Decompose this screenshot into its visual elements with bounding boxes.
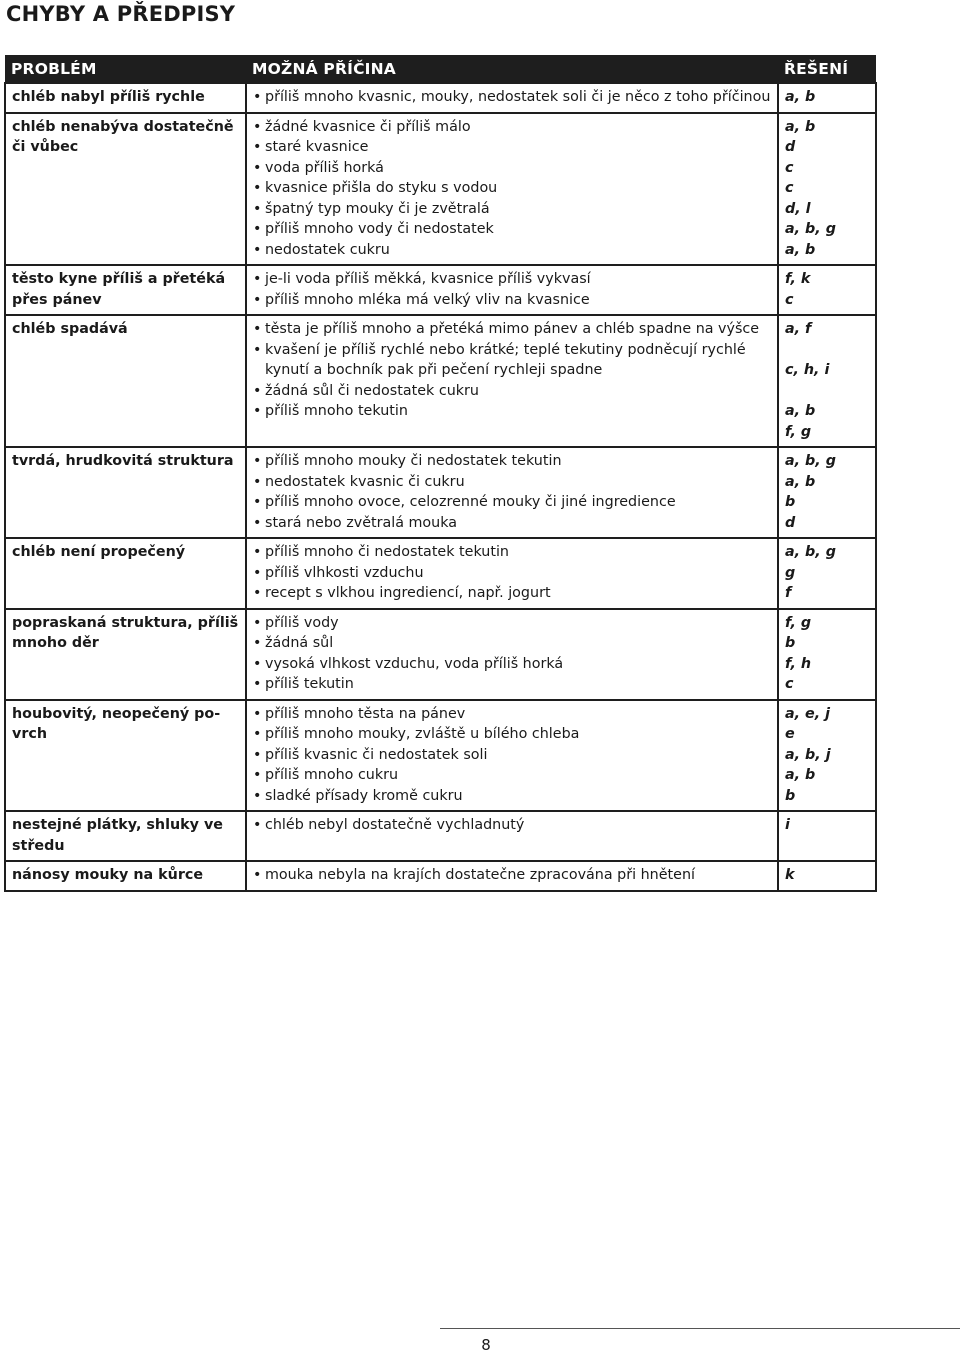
table-row	[5, 447, 876, 538]
solution-code: b	[785, 494, 796, 510]
solution-code: f, k	[785, 271, 811, 287]
cause-item: • nedostatek cukru	[253, 240, 771, 261]
solution-cell	[778, 113, 876, 266]
cause-list	[253, 613, 771, 695]
solution-code: a, b, j	[785, 746, 831, 763]
header-problem: PROBLÉM	[5, 55, 246, 83]
problem-cell: houbovitý, neopečený po-vrch	[5, 700, 246, 812]
page-title: CHYBY A PŘEDPISY	[6, 2, 236, 26]
solution-code: a, f	[785, 321, 812, 337]
cause-item: • voda příliš horká	[253, 158, 771, 179]
table-row	[5, 265, 876, 315]
solution-code: a, b	[785, 118, 816, 135]
cause-cell	[246, 811, 778, 861]
troubleshooting-table	[4, 55, 877, 892]
solution-code: a, b	[785, 89, 816, 105]
cause-list	[253, 87, 771, 108]
problem-cell: chléb není propečený	[5, 538, 246, 609]
solution-code: a, b, g	[785, 221, 836, 237]
solution-code: a, e, j	[785, 705, 831, 722]
solution-code: i	[785, 817, 790, 833]
solution-code: d	[785, 139, 796, 155]
solution-code: d, l	[785, 200, 811, 217]
cause-cell	[246, 447, 778, 538]
problem-cell: tvrdá, hrudkovitá struktura	[5, 447, 246, 538]
cause-item: • příliš mnoho mléka má velký vliv na kvasnice	[253, 290, 771, 311]
solution-code: a, b, g	[785, 544, 836, 560]
page-number: 8	[481, 1336, 491, 1354]
header-cause: MOŽNÁ PŘÍČINA	[246, 55, 778, 83]
cause-cell	[246, 538, 778, 609]
cause-cell	[246, 113, 778, 266]
solution-code: f, h	[785, 655, 812, 672]
cause-item: • příliš mnoho kvasnic, mouky, nedostatek soli či je něco z toho příčinou	[253, 87, 771, 108]
cause-list	[253, 704, 771, 807]
cause-list	[253, 319, 771, 422]
cause-item: • příliš mnoho či nedostatek tekutin	[253, 542, 771, 563]
table-row	[5, 315, 876, 447]
cause-item: • příliš mnoho vody či nedostatek	[253, 219, 771, 240]
cause-item: • staré kvasnice	[253, 137, 771, 158]
problem-cell: chléb nenabýva dostatečně či vůbec	[5, 113, 246, 266]
cause-cell	[246, 700, 778, 812]
cause-list	[253, 542, 771, 604]
cause-list	[253, 451, 771, 533]
solution-code: a, b	[785, 767, 816, 783]
cause-cell	[246, 861, 778, 891]
solution-code: k	[785, 867, 795, 883]
solution-code: a, b	[785, 473, 816, 490]
cause-item: • sladké přísady kromě cukru	[253, 786, 771, 807]
cause-item: • kvašení je příliš rychlé nebo krátké; teplé tekutiny podněcují rychlé kynutí a bochník pak při pečení rychleji spadne	[253, 340, 771, 381]
problem-cell: chléb nabyl příliš rychle	[5, 83, 246, 113]
cause-item: • žádná sůl	[253, 633, 771, 654]
cause-item: • příliš vody	[253, 613, 771, 634]
solution-cell	[778, 447, 876, 538]
cause-item: • recept s vlkhou ingrediencí, např. jogurt	[253, 583, 771, 604]
solution-code: d	[785, 514, 796, 531]
table-row	[5, 861, 876, 891]
solution-code: c	[785, 180, 794, 196]
solution-code	[785, 340, 869, 361]
solution-code: f, g	[785, 614, 812, 631]
solution-cell	[778, 265, 876, 315]
cause-item: • příliš mnoho mouky či nedostatek tekutin	[253, 451, 771, 472]
cause-item: • stará nebo zvětralá mouka	[253, 513, 771, 534]
cause-cell	[246, 315, 778, 447]
solution-cell	[778, 538, 876, 609]
solution-code: c	[785, 291, 794, 308]
cause-item: • žádné kvasnice či příliš málo	[253, 117, 771, 138]
table-row	[5, 700, 876, 812]
solution-code: a, b, g	[785, 453, 836, 469]
solution-code: c, h, i	[785, 362, 830, 378]
cause-item: • příliš mnoho ovoce, celozrenné mouky či jiné ingredience	[253, 492, 771, 513]
table-row	[5, 83, 876, 113]
problem-cell: nestejné plátky, shluky ve středu	[5, 811, 246, 861]
footer-divider	[440, 1328, 960, 1329]
cause-list	[253, 815, 771, 836]
cause-item: • vysoká vlhkost vzduchu, voda příliš horká	[253, 654, 771, 675]
solution-code: b	[785, 635, 796, 651]
solution-code: a, b	[785, 403, 816, 419]
solution-code: b	[785, 787, 796, 804]
solution-code: e	[785, 726, 795, 742]
cause-list	[253, 865, 771, 886]
solution-cell	[778, 609, 876, 700]
cause-item: • příliš vlhkosti vzduchu	[253, 563, 771, 584]
table-body	[5, 83, 876, 891]
solution-cell	[778, 861, 876, 891]
cause-item: • chléb nebyl dostatečně vychladnutý	[253, 815, 771, 836]
cause-cell	[246, 265, 778, 315]
solution-code: f, g	[785, 423, 812, 440]
solution-code	[785, 381, 869, 402]
solution-code: a, b	[785, 241, 816, 258]
cause-item: • příliš mnoho těsta na pánev	[253, 704, 771, 725]
cause-item: • žádná sůl či nedostatek cukru	[253, 381, 771, 402]
solution-code: c	[785, 676, 794, 692]
cause-item: • těsta je příliš mnoho a přetéká mimo pánev a chléb spadne na výšce	[253, 319, 771, 340]
table-row	[5, 538, 876, 609]
cause-list	[253, 269, 771, 310]
solution-cell	[778, 811, 876, 861]
problem-cell: nánosy mouky na kůrce	[5, 861, 246, 891]
problem-cell: chléb spadává	[5, 315, 246, 447]
table-row	[5, 811, 876, 861]
cause-item: • příliš mnoho tekutin	[253, 401, 771, 422]
cause-item: • mouka nebyla na krajích dostatečne zpracována při hnětení	[253, 865, 771, 886]
table-row	[5, 113, 876, 266]
cause-item: • kvasnice přišla do styku s vodou	[253, 178, 771, 199]
cause-cell	[246, 609, 778, 700]
cause-item: • nedostatek kvasnic či cukru	[253, 472, 771, 493]
solution-code: f	[785, 585, 792, 601]
cause-item: • příliš mnoho mouky, zvláště u bílého chleba	[253, 724, 771, 745]
header-solution: ŘEŠENÍ	[778, 55, 876, 83]
solution-cell	[778, 315, 876, 447]
cause-item: • příliš mnoho cukru	[253, 765, 771, 786]
cause-cell	[246, 83, 778, 113]
solution-cell	[778, 700, 876, 812]
solution-code: c	[785, 159, 794, 176]
cause-item: • příliš tekutin	[253, 674, 771, 695]
cause-item: • špatný typ mouky či je zvětralá	[253, 199, 771, 220]
table-header-row	[5, 55, 876, 83]
cause-item: • příliš kvasnic či nedostatek soli	[253, 745, 771, 766]
solution-code: g	[785, 564, 796, 581]
problem-cell: popraskaná struktura, příliš mnoho děr	[5, 609, 246, 700]
solution-cell	[778, 83, 876, 113]
table-row	[5, 609, 876, 700]
cause-item: • je-li voda příliš měkká, kvasnice příliš vykvasí	[253, 269, 771, 290]
problem-cell: těsto kyne příliš a přetéká přes pánev	[5, 265, 246, 315]
cause-list	[253, 117, 771, 261]
